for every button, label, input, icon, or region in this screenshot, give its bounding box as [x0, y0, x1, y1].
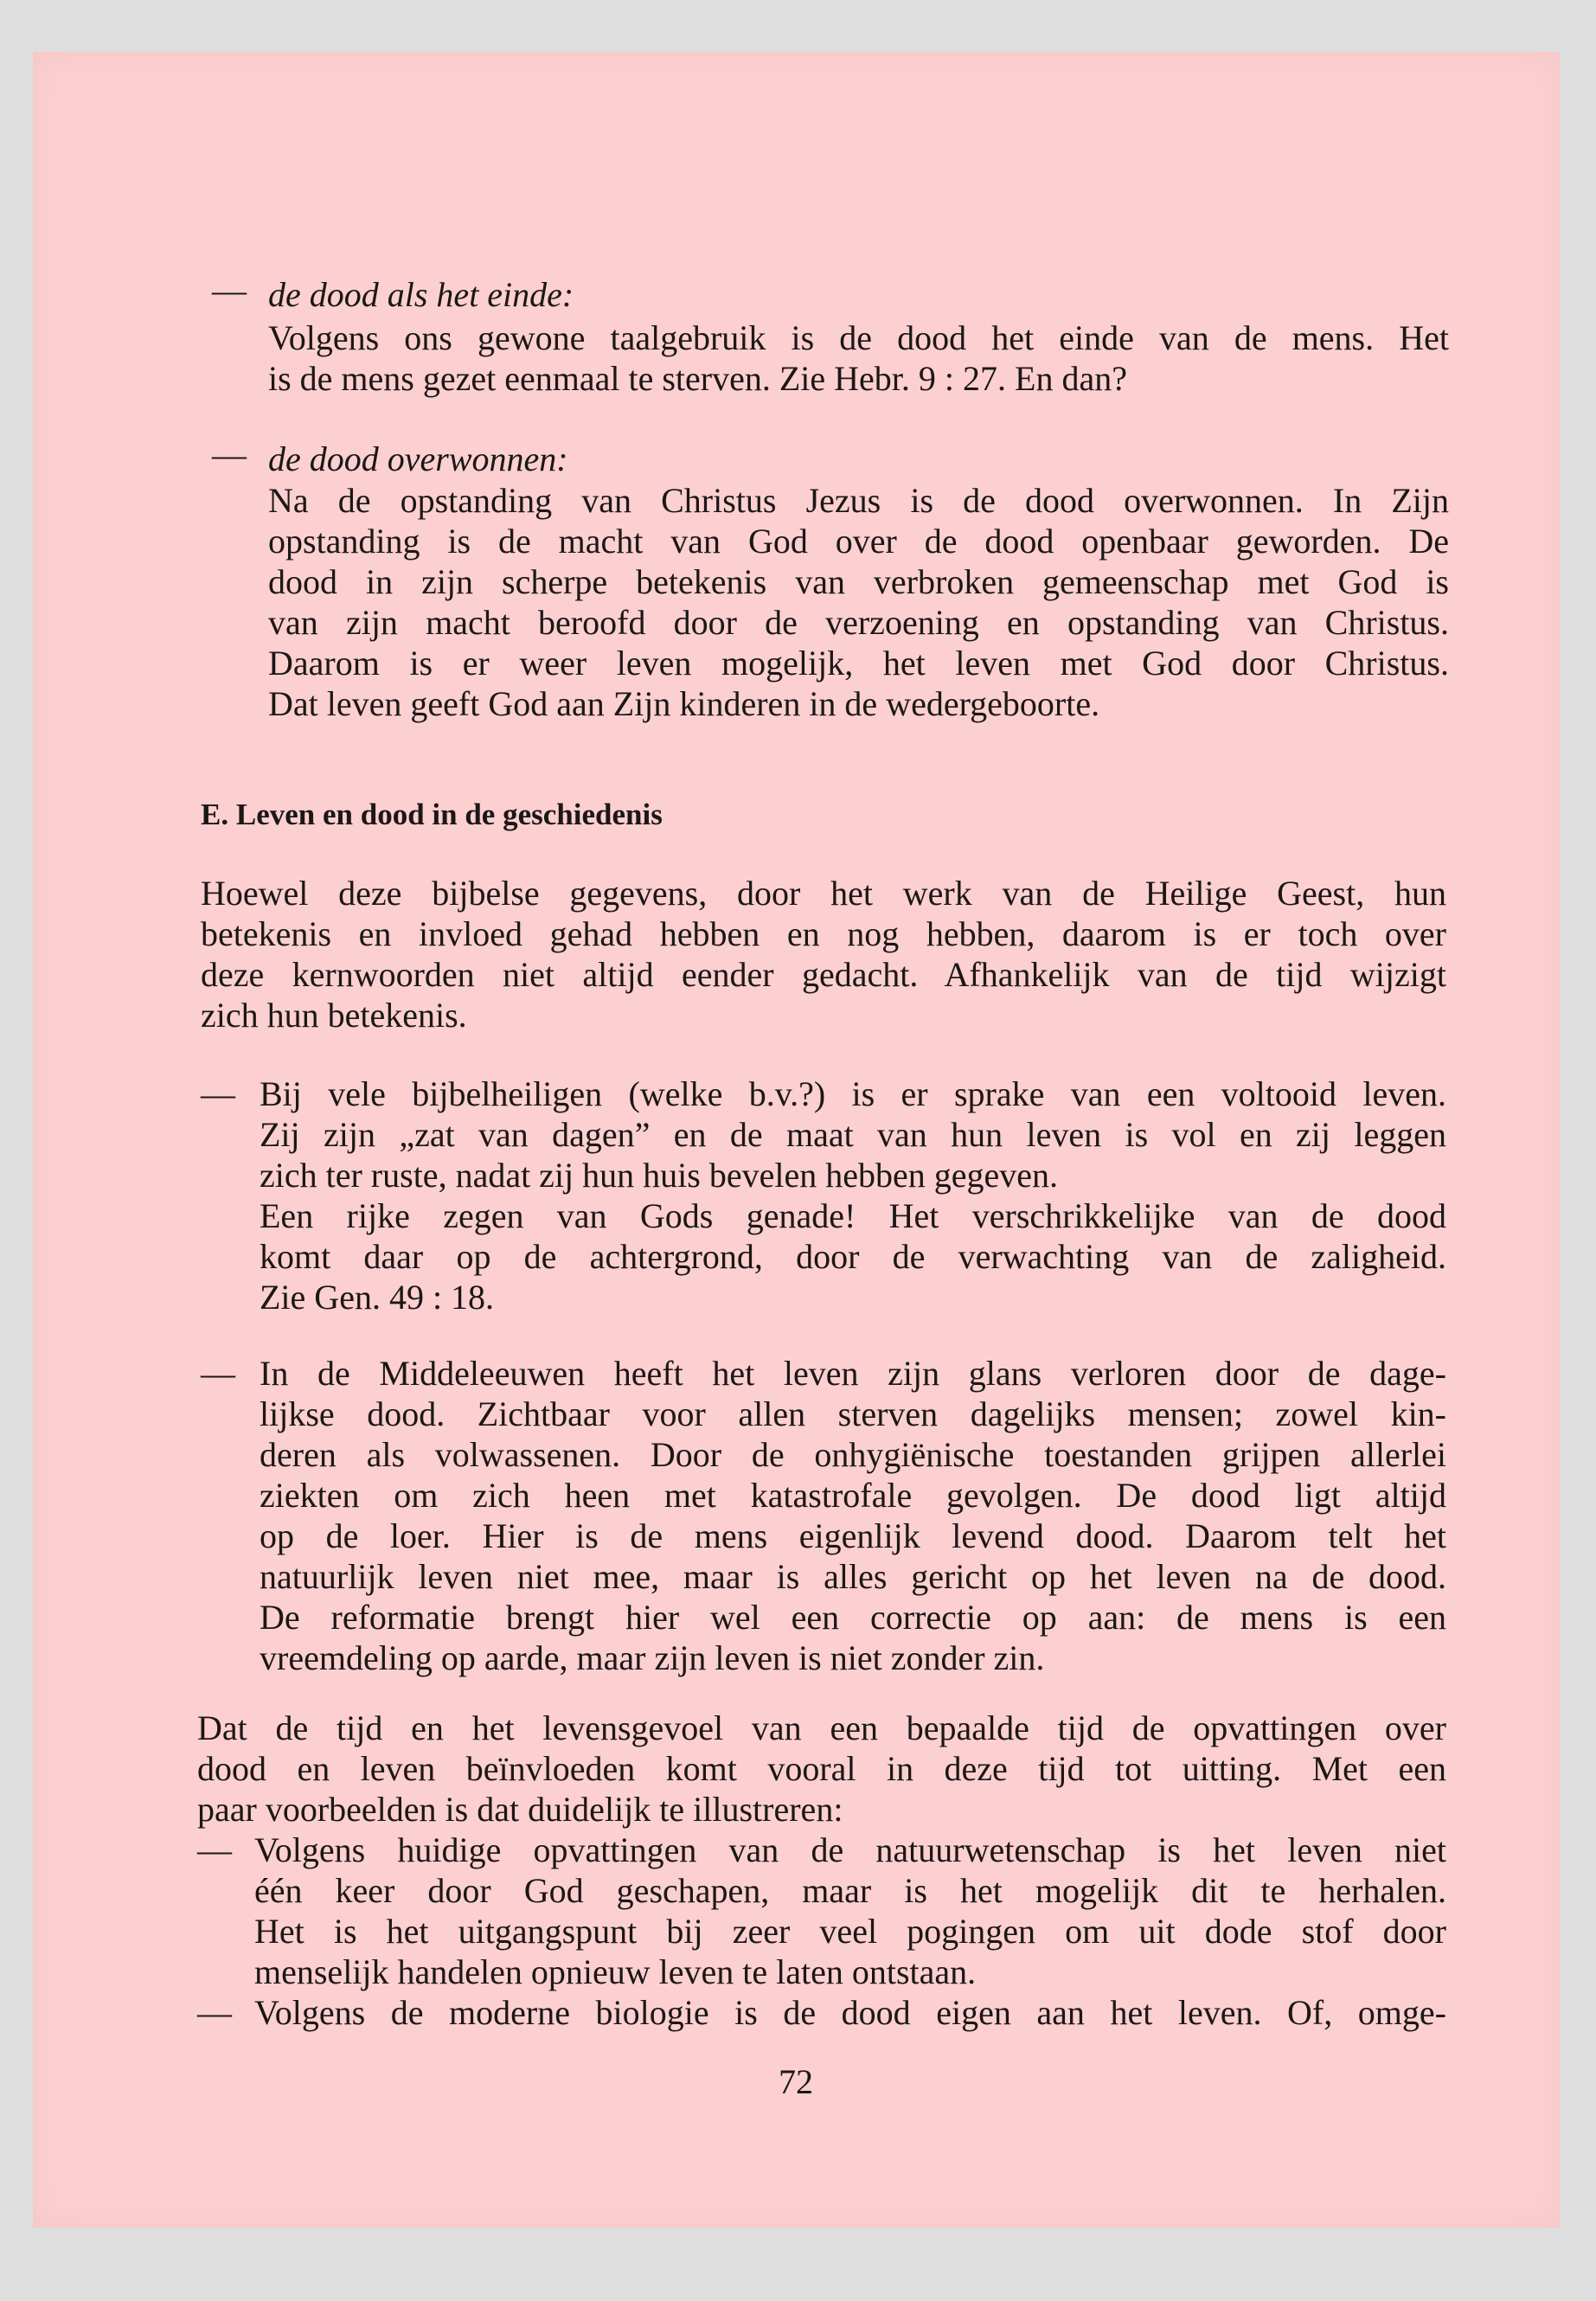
text-line: Volgens ons gewone taalgebruik is de dood het einde van de mens. Het: [268, 318, 1449, 357]
subheading-overwonnen: de dood overwonnen:: [268, 439, 568, 478]
dash-marker: —: [212, 271, 247, 310]
text-line: paar voorbeelden is dat duidelijk te illustreren:: [197, 1790, 843, 1829]
dash-marker: —: [201, 1354, 235, 1393]
page-number: 72: [779, 2062, 813, 2101]
text-line: komt daar op de achtergrond, door de verwachting van de zaligheid.: [260, 1237, 1446, 1276]
dash-marker: —: [201, 1074, 235, 1113]
text-line: Dat leven geeft God aan Zijn kinderen in de wedergeboorte.: [268, 684, 1100, 723]
text-line: Zij zijn „zat van dagen” en de maat van hun leven is vol en zij leggen: [260, 1115, 1446, 1154]
text-line: Hoewel deze bijbelse gegevens, door het werk van de Heilige Geest, hun: [201, 874, 1446, 913]
section-heading: E. Leven en dood in de geschiedenis: [201, 798, 663, 831]
subheading-einde: de dood als het einde:: [268, 275, 574, 314]
text-line: is de mens gezet eenmaal te sterven. Zie Hebr. 9 : 27. En dan?: [268, 359, 1127, 398]
text-line: natuurlijk leven niet mee, maar is alles gericht op het leven na de dood.: [260, 1557, 1446, 1596]
text-line: Volgens de moderne biologie is de dood eigen aan het leven. Of, omge-: [254, 1993, 1446, 2032]
dash-marker: —: [197, 1830, 232, 1869]
text-line: Daarom is er weer leven mogelijk, het leven met God door Christus.: [268, 644, 1449, 683]
text-line: Een rijke zegen van Gods genade! Het verschrikkelijke van de dood: [260, 1196, 1446, 1235]
text-line: zich hun betekenis.: [201, 996, 467, 1035]
text-line: Het is het uitgangspunt bij zeer veel pogingen om uit dode stof door: [254, 1912, 1446, 1951]
text-line: deze kernwoorden niet altijd eender gedacht. Afhankelijk van de tijd wijzigt: [201, 955, 1446, 994]
text-line: op de loer. Hier is de mens eigenlijk levend dood. Daarom telt het: [260, 1516, 1446, 1555]
text-line: zich ter ruste, nadat zij hun huis bevelen hebben gegeven.: [260, 1156, 1058, 1195]
text-line: Zie Gen. 49 : 18.: [260, 1278, 495, 1317]
dash-marker: —: [197, 1993, 232, 2032]
text-line: Volgens huidige opvattingen van de natuurwetenschap is het leven niet: [254, 1830, 1446, 1869]
text-line: Na de opstanding van Christus Jezus is de dood overwonnen. In Zijn: [268, 481, 1449, 520]
text-line: deren als volwassenen. Door de onhygiënische toestanden grijpen allerlei: [260, 1435, 1446, 1474]
text-line: Dat de tijd en het levensgevoel van een bepaalde tijd de opvattingen over: [197, 1708, 1446, 1747]
text-line: opstanding is de macht van God over de dood openbaar geworden. De: [268, 522, 1449, 561]
text-line: menselijk handelen opnieuw leven te laten ontstaan.: [254, 1952, 977, 1991]
text-line: Bij vele bijbelheiligen (welke b.v.?) is er sprake van een voltooid leven.: [260, 1074, 1446, 1113]
text-line: dood en leven beïnvloeden komt vooral in deze tijd tot uitting. Met een: [197, 1749, 1446, 1788]
text-line: In de Middeleeuwen heeft het leven zijn glans verloren door de dage-: [260, 1354, 1446, 1393]
text-line: één keer door God geschapen, maar is het mogelijk dit te herhalen.: [254, 1871, 1446, 1910]
text-line: ziekten om zich heen met katastrofale gevolgen. De dood ligt altijd: [260, 1476, 1446, 1515]
text-line: dood in zijn scherpe betekenis van verbroken gemeenschap met God is: [268, 562, 1449, 601]
dash-marker: —: [212, 435, 247, 474]
text-line: vreemdeling op aarde, maar zijn leven is niet zonder zin.: [260, 1638, 1045, 1677]
text-line: betekenis en invloed gehad hebben en nog hebben, daarom is er toch over: [201, 914, 1446, 953]
text-line: De reformatie brengt hier wel een correctie op aan: de mens is een: [260, 1598, 1446, 1637]
text-line: van zijn macht beroofd door de verzoening en opstanding van Christus.: [268, 603, 1449, 642]
text-line: lijkse dood. Zichtbaar voor allen sterven dagelijks mensen; zowel kin-: [260, 1394, 1446, 1433]
